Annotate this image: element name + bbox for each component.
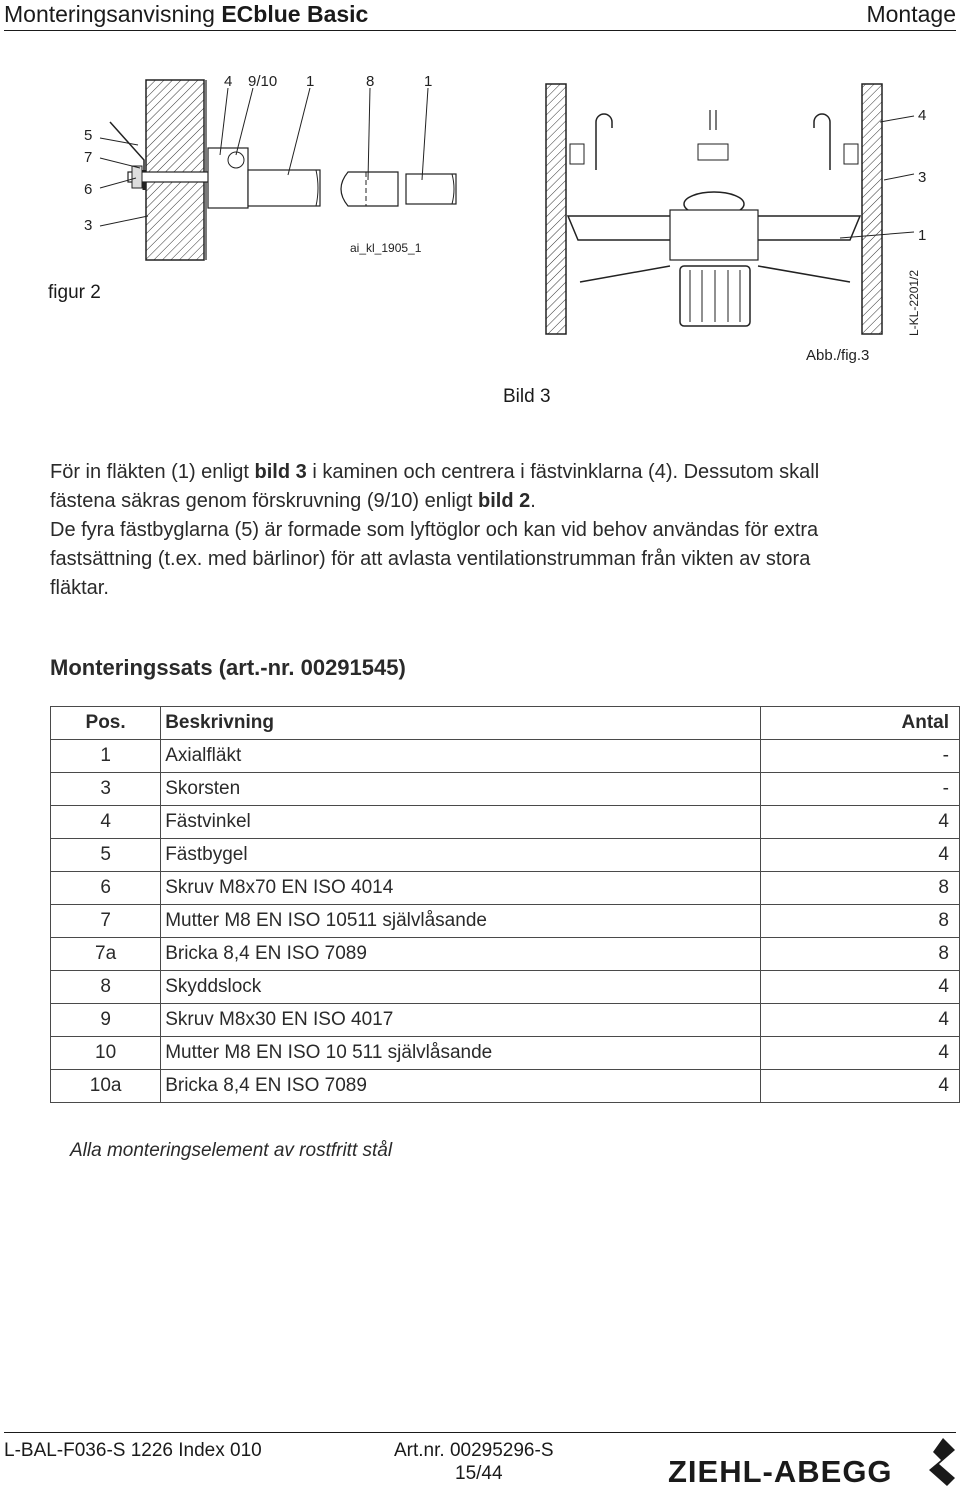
document-id: L-BAL-F036-S 1226 Index 010 xyxy=(4,1440,262,1461)
title-prefix: Monteringsanvisning xyxy=(4,1,222,27)
article-number: Art.nr. 00295296-S xyxy=(394,1440,554,1461)
column-header-pos: Pos. xyxy=(51,707,161,740)
table-row: 10 Mutter M8 EN ISO 10 511 självlåsande 4 xyxy=(51,1037,960,1070)
figure-2-caption: figur 2 xyxy=(48,282,101,303)
logo-text: ZIEHL-ABEGG xyxy=(668,1454,893,1489)
section-name: Montage xyxy=(866,1,956,27)
callout-label: 1 xyxy=(918,227,927,244)
table-row: 6 Skruv M8x70 EN ISO 4014 8 xyxy=(51,872,960,905)
callout-label: 8 xyxy=(366,73,375,90)
callout-label: 9/10 xyxy=(248,73,278,90)
instruction-paragraph: För in fläkten (1) enligt bild 3 i kaminen och centrera i fästvinklarna (4). Dessutom skall fästena säkras genom förskruvning (9/10) enligt bild 2. De fyra fästbyglarna (5) är formade som lyftöglor och kan vid behov användas för extra fastsättning (t.ex. med bärlinor) för att avlasta ventilationstrumman från vikten av stora fläktar. xyxy=(50,461,820,599)
logo-mark-icon xyxy=(925,1436,957,1488)
page-number: 15/44 xyxy=(455,1463,503,1484)
table-row: 5 Fästbygel 4 xyxy=(51,839,960,872)
callout-label: 7 xyxy=(84,149,93,166)
table-row: 3 Skorsten - xyxy=(51,773,960,806)
figure-3-caption: Bild 3 xyxy=(503,386,551,407)
table-row: 4 Fästvinkel 4 xyxy=(51,806,960,839)
chimney-wall-right xyxy=(862,84,882,334)
callout-label: 4 xyxy=(918,107,927,124)
callout-label: 3 xyxy=(918,169,927,186)
rod xyxy=(248,170,320,206)
figure-ref: bild 3 xyxy=(254,461,307,483)
table-row: 7 Mutter M8 EN ISO 10511 självlåsande 8 xyxy=(51,905,960,938)
document-title xyxy=(4,0,368,28)
protective-cap xyxy=(341,172,398,206)
callout-label: 4 xyxy=(224,73,233,90)
callout-label: 6 xyxy=(84,181,93,198)
title-product: ECblue Basic xyxy=(221,1,369,27)
column-header-description: Beskrivning xyxy=(161,707,760,740)
table-row: 7a Bricka 8,4 EN ISO 7089 8 xyxy=(51,938,960,971)
drawing-id: L-KL-2201/2 xyxy=(907,269,921,336)
chimney-wall-left xyxy=(546,84,566,334)
parts-table xyxy=(50,706,960,1103)
figure-2-drawing xyxy=(48,60,468,270)
header-rule xyxy=(4,30,956,31)
drawing-id: ai_kl_1905_1 xyxy=(350,241,422,255)
abb-label: Abb./fig.3 xyxy=(806,347,870,364)
section-heading: Monteringssats (art.-nr. 00291545) xyxy=(50,655,406,680)
callout-label: 1 xyxy=(306,73,315,90)
wall-section xyxy=(146,80,204,260)
table-row: 8 Skyddslock 4 xyxy=(51,971,960,1004)
callout-label: 3 xyxy=(84,217,93,234)
table-row: 9 Skruv M8x30 EN ISO 4017 4 xyxy=(51,1004,960,1037)
column-header-quantity: Antal xyxy=(760,707,959,740)
ziehl-abegg-logo xyxy=(668,1432,958,1490)
material-note: Alla monteringselement av rostfritt stål xyxy=(70,1140,393,1161)
table-row: 1 Axialfläkt - xyxy=(51,740,960,773)
table-row: 10a Bricka 8,4 EN ISO 7089 4 xyxy=(51,1070,960,1103)
callout-label: 1 xyxy=(424,73,433,90)
table-header-row xyxy=(51,707,960,740)
figure-3-drawing xyxy=(540,70,940,370)
callout-label: 5 xyxy=(84,127,93,144)
figure-ref: bild 2 xyxy=(478,490,531,512)
